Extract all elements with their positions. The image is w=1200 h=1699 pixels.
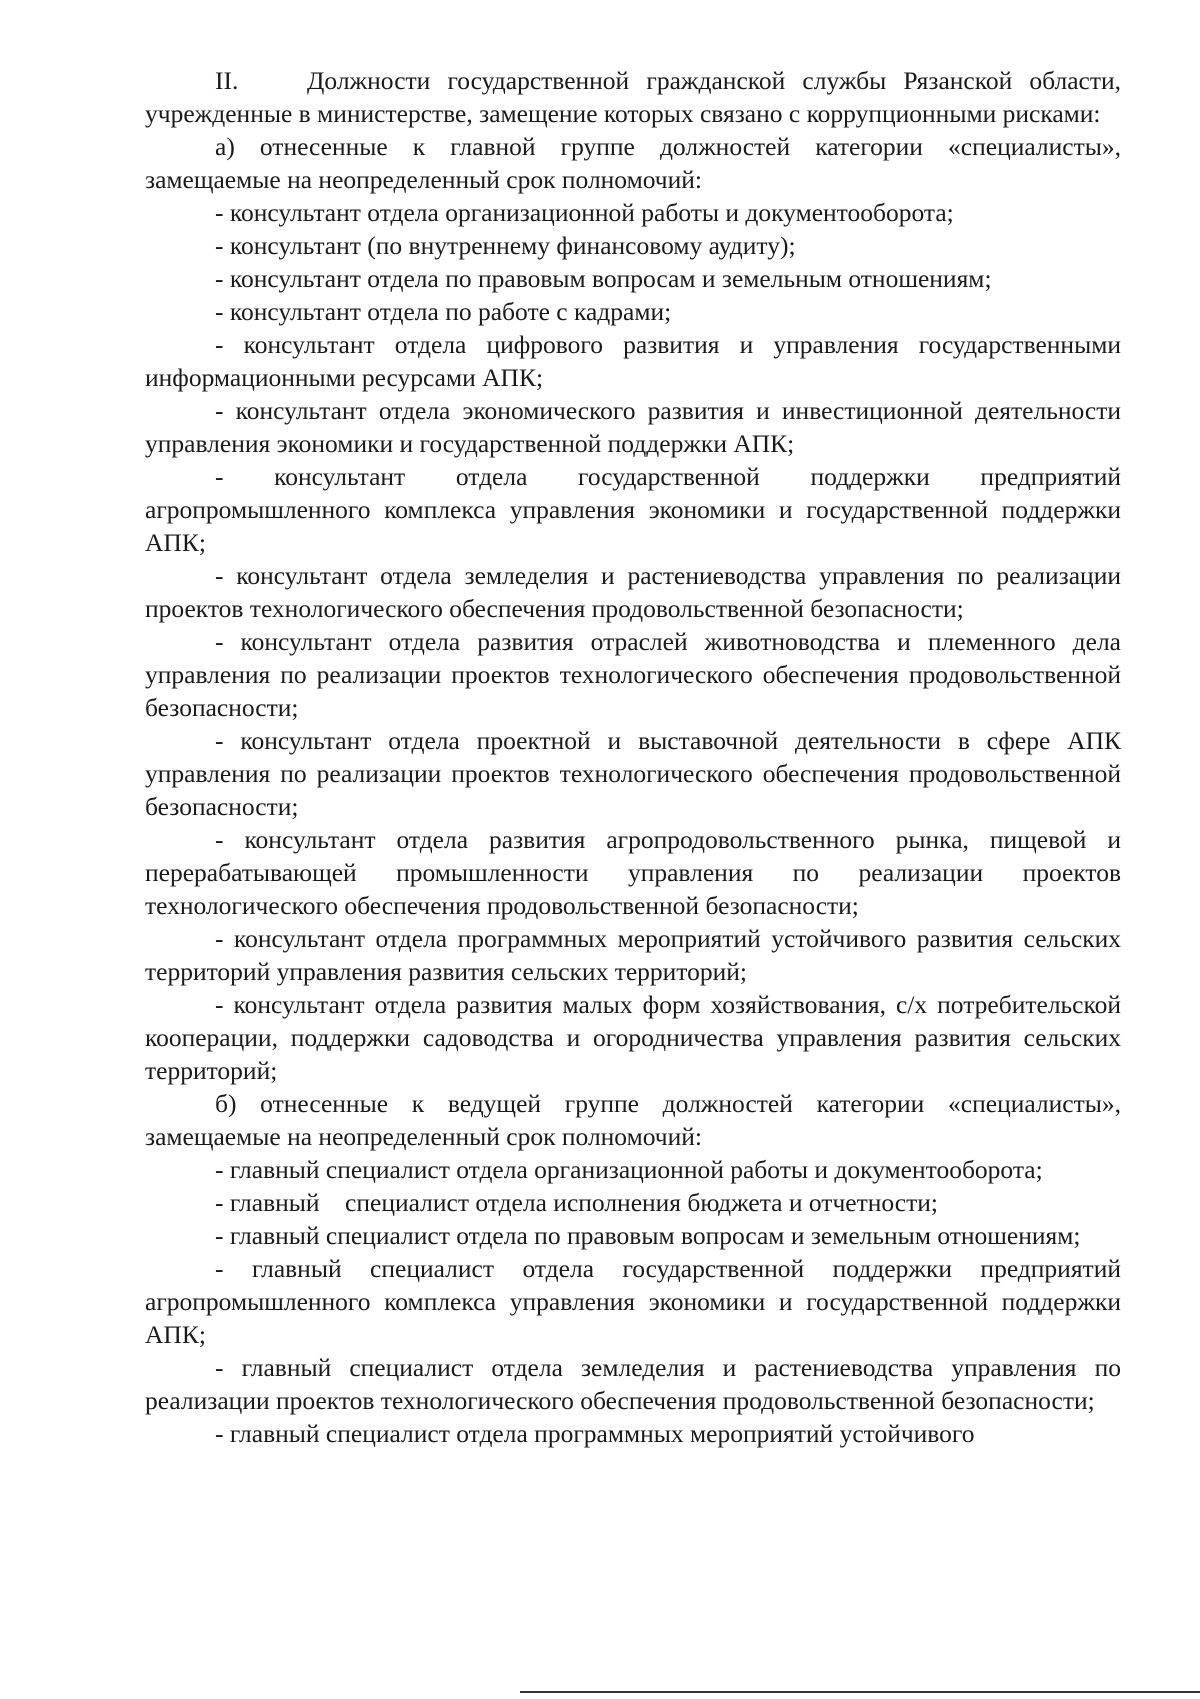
list-item: - консультант отдела развития агропродовольственного рынка, пищевой и перерабатывающей промышленности управления по реализации проектов технологического обеспечения продовольственной безопасности; [145, 825, 1121, 920]
list-item: - консультант (по внутреннему финансовому аудиту); [215, 231, 796, 260]
list-item: - главный специалист отдела земледелия и растениеводства управления по реализации проектов технологического обеспечения продовольственной безопасности; [145, 1353, 1121, 1415]
list-item: - консультант отдела государственной поддержки предприятий агропромышленного комплекса управления экономики и государственной поддержки АПК; [145, 462, 1121, 557]
list-item: - консультант отдела проектной и выставочной деятельности в сфере АПК управления по реализации проектов технологического обеспечения продовольственной безопасности; [145, 726, 1121, 821]
group-a-intro: а) отнесенные к главной группе должностей категории «специалисты», замещаемые на неопределенный срок полномочий: [145, 132, 1121, 194]
list-item: - главный специалист отдела исполнения бюджета и отчетности; [215, 1188, 938, 1217]
list-item: - консультант отдела земледелия и растениеводства управления по реализации проектов технологического обеспечения продовольственной безопасности; [145, 561, 1121, 623]
list-item: - главный специалист отдела по правовым вопросам и земельным отношениям; [215, 1221, 1081, 1250]
list-item: - консультант отдела организационной работы и документооборота; [215, 198, 954, 227]
list-item: - главный специалист отдела программных мероприятий устойчивого [215, 1419, 975, 1448]
section-heading: II. Должности государственной гражданской службы Рязанской области, учрежденные в министерстве, замещение которых связано с коррупционными рисками: [145, 66, 1121, 128]
list-item: - консультант отдела программных мероприятий устойчивого развития сельских территорий управления развития сельских территорий; [145, 924, 1121, 986]
list-item: - консультант отдела по работе с кадрами; [215, 297, 672, 326]
list-item: - консультант отдела развития отраслей животноводства и племенного дела управления по реализации проектов технологического обеспечения продовольственной безопасности; [145, 627, 1121, 722]
list-item: - консультант отдела развития малых форм хозяйствования, с/х потребительской кооперации, поддержки садоводства и огородничества управления развития сельских территорий; [145, 990, 1121, 1085]
list-item: - главный специалист отдела государственной поддержки предприятий агропромышленного комплекса управления экономики и государственной поддержки АПК; [145, 1254, 1121, 1349]
list-item: - консультант отдела цифрового развития и управления государственными информационными ресурсами АПК; [145, 330, 1121, 392]
list-item: - консультант отдела экономического развития и инвестиционной деятельности управления экономики и государственной поддержки АПК; [145, 396, 1121, 458]
list-item: - консультант отдела по правовым вопросам и земельным отношениям; [215, 264, 992, 293]
list-item: - главный специалист отдела организационной работы и документооборота; [215, 1155, 1043, 1184]
page-bottom-rule [520, 1691, 1200, 1693]
group-b-intro: б) отнесенные к ведущей группе должностей категории «специалисты», замещаемые на неопределенный срок полномочий: [145, 1089, 1121, 1151]
document-page [145, 64, 1121, 1450]
